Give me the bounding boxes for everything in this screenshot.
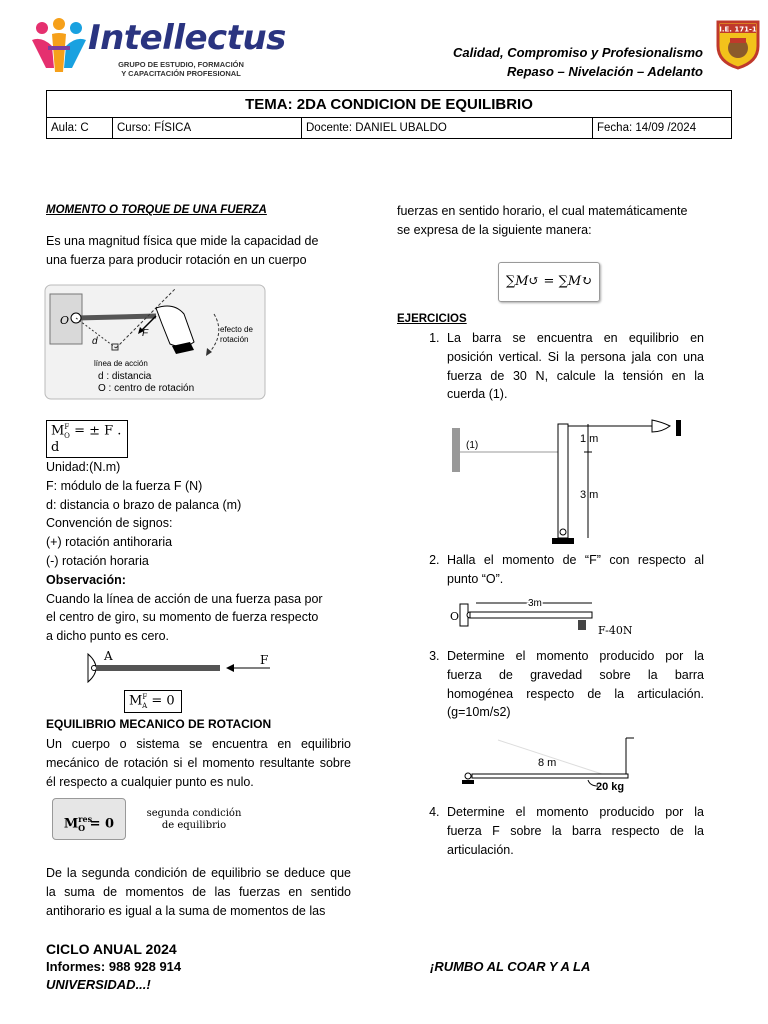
torque-heading: MOMENTO O TORQUE DE UNA FUERZA	[46, 204, 267, 216]
fig-e1-top: 1 m	[580, 433, 599, 445]
def-line: Unidad:(N.m)	[46, 460, 121, 474]
docente-cell: Docente: DANIEL UBALDO	[302, 118, 593, 139]
exercise-2-diagram	[446, 594, 646, 642]
definitions-list	[46, 458, 356, 646]
motto-line-1: Calidad, Compromiso y Profesionalismo	[453, 45, 703, 60]
footer-rumbo: ¡RUMBO AL COAR Y A LA	[430, 959, 591, 974]
motto	[400, 43, 703, 81]
def-line: Convención de signos:	[46, 516, 173, 531]
exercise-text: 4. Determine el momento producido por la fuerza F sobre la barra respecto de la articulación.	[443, 803, 704, 859]
exercise-2	[397, 551, 704, 589]
fig1-efecto-2: rotación	[220, 335, 249, 344]
footer-univ: UNIVERSIDAD...!	[46, 977, 151, 992]
def-line: d: distancia o brazo de palanca (m)	[46, 497, 242, 512]
exercise-text: 3. Determine el momento producido por la fuerza de gravedad sobre la barra homogénea respecto de la articulación. (g=10m/s2)	[443, 647, 704, 722]
fig3-caption-1: segunda condición	[146, 808, 242, 819]
curso-cell: Curso: FÍSICA	[113, 118, 302, 139]
formula-rest: = ± F . d	[51, 423, 122, 455]
fig-e2-len: 3m	[528, 598, 542, 609]
exercise-text: 1. La barra se encuentra en equilibrio en posición vertical. Si la persona jala con una fuerza de 30 N, calcule la tensión en la cuerda (1).	[443, 329, 704, 404]
fig1-dist: d : distancia	[98, 371, 152, 382]
formula-m: M	[51, 423, 65, 439]
fig1-d-label: d	[92, 336, 98, 347]
fecha-cell: Fecha: 14/09 /2024	[593, 118, 732, 139]
second-condition-figure	[52, 798, 252, 840]
footer-informes: Informes: 988 928 914	[46, 959, 182, 974]
footer-left	[46, 940, 181, 994]
cont-line-2: se expresa de la siguiente manera:	[397, 222, 592, 237]
logo-people-icon	[30, 18, 88, 74]
formula-sub: O	[64, 431, 70, 440]
fig3-rest: = 0	[89, 816, 115, 832]
fig2-sub: A	[142, 701, 148, 710]
zero-moment-diagram	[44, 646, 284, 690]
def-line: (-) rotación horaria	[46, 553, 149, 568]
fig-e3-mass: 20 kg	[596, 781, 625, 793]
deduce-text: De la segunda condición de equilibrio se deduce que la suma de momentos de las fuerzas en sentido antihorario es igual a la suma de momentos de las	[46, 866, 351, 918]
aula-cell: Aula: C	[47, 118, 113, 139]
exercise-text: 2. Halla el momento de “F” con respecto al punto “O”.	[443, 551, 704, 589]
sum-moment-formula: ∑M↺ = ∑M↻	[498, 262, 600, 302]
fig2-m: M	[129, 693, 143, 709]
footer-ciclo: CICLO ANUAL 2024	[46, 941, 177, 957]
intro-line-1: Es una magnitud física que mide la capacidad de	[46, 234, 319, 248]
obs-line-2: el centro de giro, su momento de fuerza respecto	[46, 610, 319, 625]
logo-name: Intellectus	[88, 18, 286, 58]
fig-e3-len: 8 m	[538, 757, 557, 769]
exercise-1-diagram	[448, 418, 688, 548]
fig1-centro: O : centro de rotación	[98, 383, 195, 394]
fig2-formula: = 0	[151, 693, 175, 709]
right-continuation	[397, 202, 707, 240]
fig3-m: M	[63, 816, 79, 832]
intro-line-2: una fuerza para producir rotación en un cuerpo	[46, 252, 307, 267]
logo	[30, 16, 286, 84]
fig1-linea: línea de acción	[94, 359, 148, 368]
exercise-3-diagram	[458, 734, 648, 796]
logo-subtitle-1: GRUPO DE ESTUDIO, FORMACIÓN	[118, 60, 244, 69]
torque-intro	[46, 232, 351, 270]
second-condition-caption	[138, 808, 250, 832]
equilibrium-heading: EQUILIBRIO MECANICO DE ROTACION	[46, 717, 272, 731]
obs-line-3: a dicho punto es cero.	[46, 629, 169, 644]
fig1-o-label: O	[60, 314, 70, 327]
exercise-3	[397, 647, 704, 722]
zero-moment-formula	[124, 690, 182, 713]
fig-e1-rope: (1)	[466, 440, 479, 451]
def-line: F: módulo de la fuerza F (N)	[46, 478, 203, 493]
info-table	[46, 90, 732, 139]
fig3-sub: O	[78, 822, 86, 833]
svg-text:I.E. 171-1: I.E. 171-1	[719, 25, 757, 34]
fig-e1-bottom: 3 m	[580, 489, 599, 501]
equilibrium-text: Un cuerpo o sistema se encuentra en equilibrio mecánico de rotación si el momento resultante sobre él respecto a cualquier punto es nulo.	[46, 737, 351, 789]
torque-diagram	[44, 284, 266, 400]
fig1-efecto-1: efecto de	[220, 325, 253, 334]
def-line: (+) rotación antihoraria	[46, 535, 173, 550]
obs-line-1: Cuando la línea de acción de una fuerza pasa por	[46, 591, 323, 606]
fig-e2-force: F-40N	[598, 624, 633, 637]
page-title: TEMA: 2DA CONDICION DE EQUILIBRIO	[47, 91, 732, 118]
fig2-a-label: A	[104, 649, 113, 663]
formula-sup: F	[64, 423, 70, 431]
observation-label: Observación:	[46, 572, 126, 587]
second-condition-box	[52, 798, 126, 840]
fig1-f-label: F	[142, 328, 149, 339]
fig3-sup: res	[78, 814, 93, 824]
torque-formula	[46, 420, 128, 458]
exercises-heading: EJERCICIOS	[397, 313, 467, 325]
school-badge-icon	[714, 18, 762, 70]
logo-subtitle-2: Y CAPACITACIÓN PROFESIONAL	[121, 69, 241, 78]
motto-line-2: Repaso – Nivelación – Adelanto	[506, 64, 703, 79]
fig3-caption-2: de equilibrio	[161, 820, 227, 831]
exercise-1	[397, 329, 704, 404]
exercise-4	[397, 803, 704, 859]
fig2-f-label: F	[260, 653, 269, 667]
cont-line-1: fuerzas en sentido horario, el cual matemáticamente	[397, 204, 688, 218]
fig2-sup: F	[142, 693, 148, 701]
fig-e2-o: O	[450, 610, 460, 623]
